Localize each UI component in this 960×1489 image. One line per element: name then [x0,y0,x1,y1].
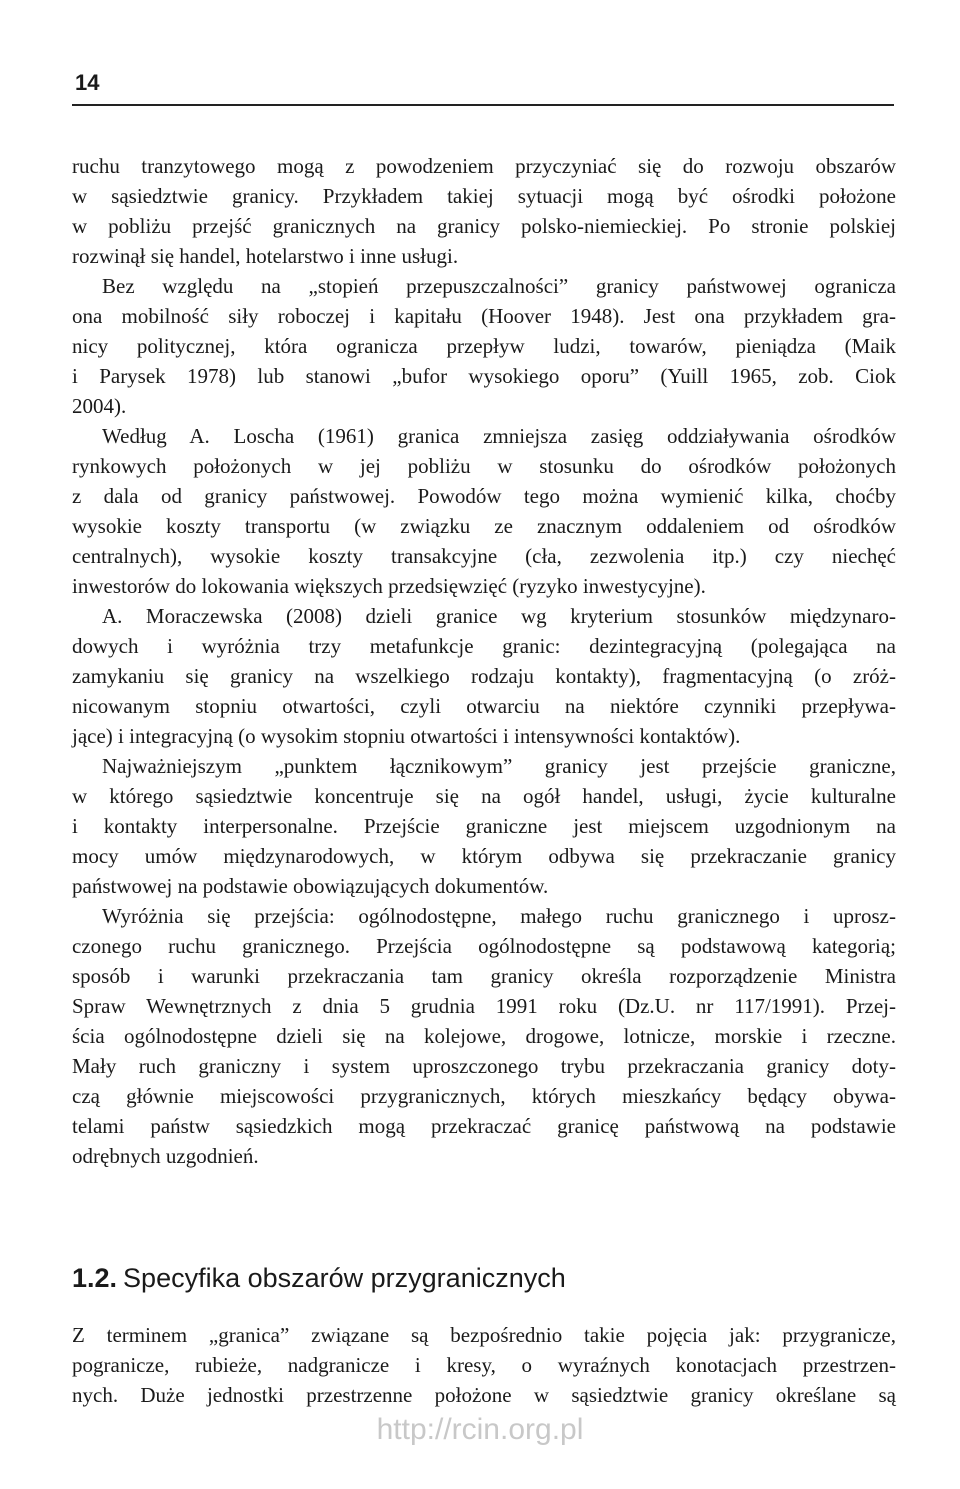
text-line: ruchu tranzytowego mogą z powodzeniem przyczyniać się do rozwoju obszarów [72,154,896,178]
text-line: Według A. Loscha (1961) granica zmniejsza zasięg oddziaływania ośrodków [102,424,896,448]
text-line: i kontakty interpersonalne. Przejście graniczne jest miejscem uzgodnionym na [72,814,896,838]
text-line: Spraw Wewnętrznych z dnia 5 grudnia 1991 roku (Dz.U. nr 117/1991). Przej- [72,994,896,1018]
text-line: w którego sąsiedztwie koncentruje się na ogół handel, usługi, życie kulturalne [72,784,896,808]
text-line: 2004). [72,394,127,418]
text-line: inwestorów do lokowania większych przedsięwzięć (ryzyko inwestycyjne). [72,574,706,598]
text-line: jące) i integracyjną (o wysokim stopniu otwartości i intensywności kontaktów). [72,724,741,748]
text-line: dowych i wyróżnia trzy metafunkcje granic: dezintegracyjną (polegająca na [72,634,896,658]
section-number: 1.2. [72,1263,118,1293]
text-line: Najważniejszym „punktem łącznikowym” granicy jest przejście graniczne, [102,754,896,778]
text-line: Bez względu na „stopień przepuszczalności” granicy państwowej ogranicza [102,274,896,298]
text-line: odrębnych uzgodnień. [72,1144,259,1168]
header-rule [72,104,894,106]
text-line: Mały ruch graniczny i system uproszczonego trybu przekraczania granicy doty- [72,1054,896,1078]
text-line: nicowanym stopniu otwartości, czyli otwarciu na niektóre czynniki przepływa- [72,694,896,718]
text-line: państwowej na podstawie obowiązujących dokumentów. [72,874,549,898]
text-line: nicy politycznej, która ogranicza przepływ ludzi, towarów, pieniądza (Maik [72,334,896,358]
text-line: Z terminem „granica” związane są bezpośrednio takie pojęcia jak: przygranicze, [72,1323,896,1347]
text-line: centralnych), wysokie koszty transakcyjne (cła, zezwolenia itp.) czy niechęć [72,544,896,568]
section-title: Specyfika obszarów przygranicznych [123,1263,566,1293]
text-line: w pobliżu przejść granicznych na granicy polsko-niemieckiej. Po stronie polskiej [72,214,896,238]
text-line: pogranicze, rubieże, nadgranicze i kresy, o wyraźnych konotacjach przestrzen- [72,1353,896,1377]
text-line: czą głównie miejscowości przygranicznych, których mieszkańcy będący obywa- [72,1084,896,1108]
watermark: http://rcin.org.pl [376,1413,584,1446]
text-line: A. Moraczewska (2008) dzieli granice wg kryterium stosunków międzynaro- [102,604,896,628]
page-number: 14 [75,70,100,95]
section-text [72,1320,896,1410]
text-line: ona mobilność siły roboczej i kapitału (Hoover 1948). Jest ona przykładem gra- [72,304,896,328]
text-line: czonego ruchu granicznego. Przejścia ogólnodostępne są podstawową kategorią; [72,934,896,958]
text-line: nych. Duże jednostki przestrzenne położone w sąsiedztwie granicy określane są [72,1383,896,1407]
text-line: rynkowych położonych w jej pobliżu w stosunku do ośrodków położonych [72,454,896,478]
text-line: z dala od granicy państwowej. Powodów tego można wymienić kilka, choćby [72,484,896,508]
text-line: wysokie koszty transportu (w związku ze znacznym oddaleniem od ośrodków [72,514,896,538]
text-line: w sąsiedztwie granicy. Przykładem takiej sytuacji mogą być ośrodki położone [72,184,896,208]
text-line: i Parysek 1978) lub stanowi „bufor wysokiego oporu” (Yuill 1965, zob. Ciok [72,364,896,388]
text-line: sposób i warunki przekraczania tam granicy określa rozporządzenie Ministra [72,964,896,988]
body-text [72,151,896,1171]
text-line: rozwinął się handel, hotelarstwo i inne usługi. [72,244,459,268]
text-line: zamykaniu się granicy na wszelkiego rodzaju kontakty), fragmentacyjną (o zróż- [72,664,896,688]
text-line: mocy umów międzynarodowych, w którym odbywa się przekraczanie granicy [72,844,896,868]
section-heading [72,1258,896,1298]
text-line: telami państw sąsiedzkich mogą przekraczać granicę państwową na podstawie [72,1114,896,1138]
text-line: ścia ogólnodostępne dzieli się na kolejowe, drogowe, lotnicze, morskie i rzeczne. [72,1024,896,1048]
text-line: Wyróżnia się przejścia: ogólnodostępne, małego ruchu granicznego i uprosz- [102,904,896,928]
